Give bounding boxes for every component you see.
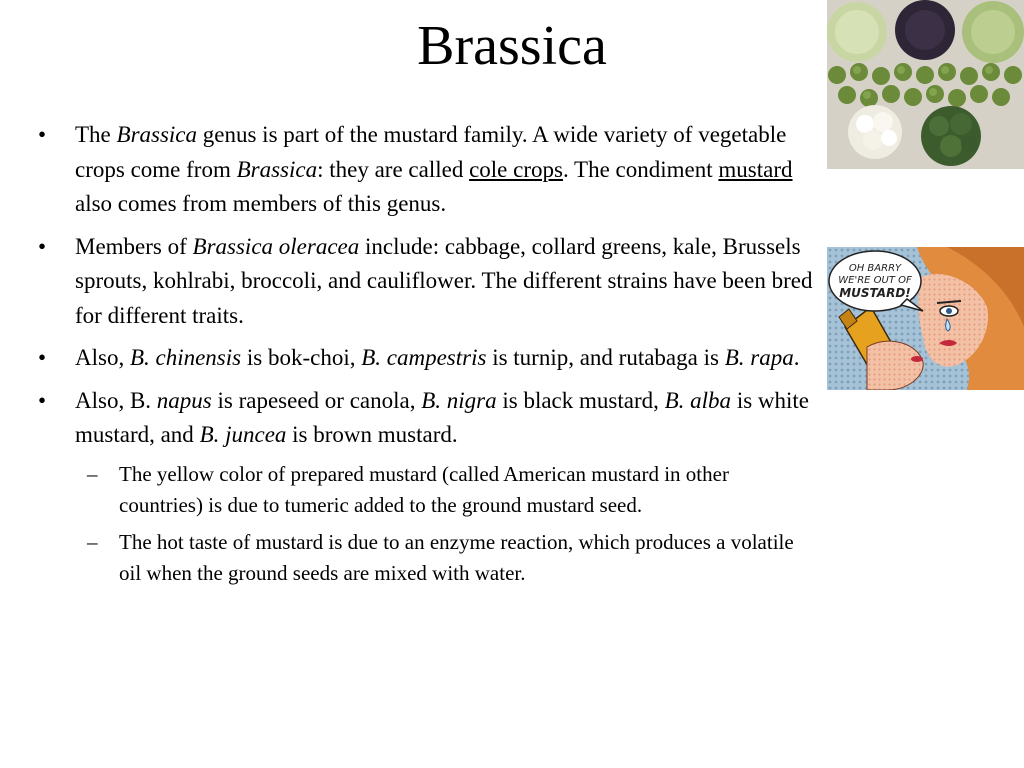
sub-bullet-marker: – <box>87 461 98 486</box>
bullet-napus <box>38 384 813 589</box>
bullet-oleracea <box>38 230 813 334</box>
brassica-vegetables-photo <box>827 0 1024 169</box>
bullet-marker: • <box>38 387 47 413</box>
sub-bullet-hot-taste <box>75 527 813 589</box>
term-mustard: mustard <box>718 156 793 182</box>
bullet-text: Members of Brassica oleracea include: cabbage, collard greens, kale, Brussels sprouts, kohlrabi, broccoli, and cauliflower. The different strains have been bred for different traits. <box>75 233 813 328</box>
broccoli-icon <box>921 106 981 166</box>
sub-bullet-yellow-color <box>75 459 813 521</box>
bullet-genus <box>38 118 813 222</box>
bullet-text: The Brassica genus is part of the mustard family. A wide variety of vegetable crops come from Brassica: they are called cole crops. The condiment mustard also comes from members of this genus. <box>75 122 793 216</box>
slide-title: Brassica <box>417 15 607 77</box>
cauliflower-icon <box>848 105 902 159</box>
bullet-marker: • <box>38 122 47 147</box>
speech-line-3: MUSTARD! <box>839 286 911 300</box>
bullet-text: Also, B. chinensis is bok-choi, B. campestris is turnip, and rutabaga is B. rapa. <box>75 345 800 370</box>
term-cole-crops: cole crops <box>469 156 563 182</box>
speech-line-2: WE'RE OUT OF <box>838 275 912 286</box>
bullet-marker: • <box>38 345 47 370</box>
bullet-list <box>38 118 813 597</box>
sub-bullet-text: The hot taste of mustard is due to an enzyme reaction, which produces a volatile oil when the ground seeds are mixed with water. <box>119 529 794 585</box>
bullet-text: Also, B. napus is rapeseed or canola, B. nigra is black mustard, B. alba is white mustard, and B. juncea is brown mustard. <box>75 387 810 447</box>
bullet-marker: • <box>38 233 47 259</box>
sub-bullet-marker: – <box>87 529 98 554</box>
sub-bullet-text: The yellow color of prepared mustard (called American mustard in other countries) is due to tumeric added to the ground mustard seed. <box>119 461 729 517</box>
out-of-mustard-comic <box>827 247 1024 390</box>
speech-line-1: OH BARRY <box>848 263 902 274</box>
sub-bullet-list <box>75 459 813 589</box>
bullet-chinensis <box>38 341 813 376</box>
